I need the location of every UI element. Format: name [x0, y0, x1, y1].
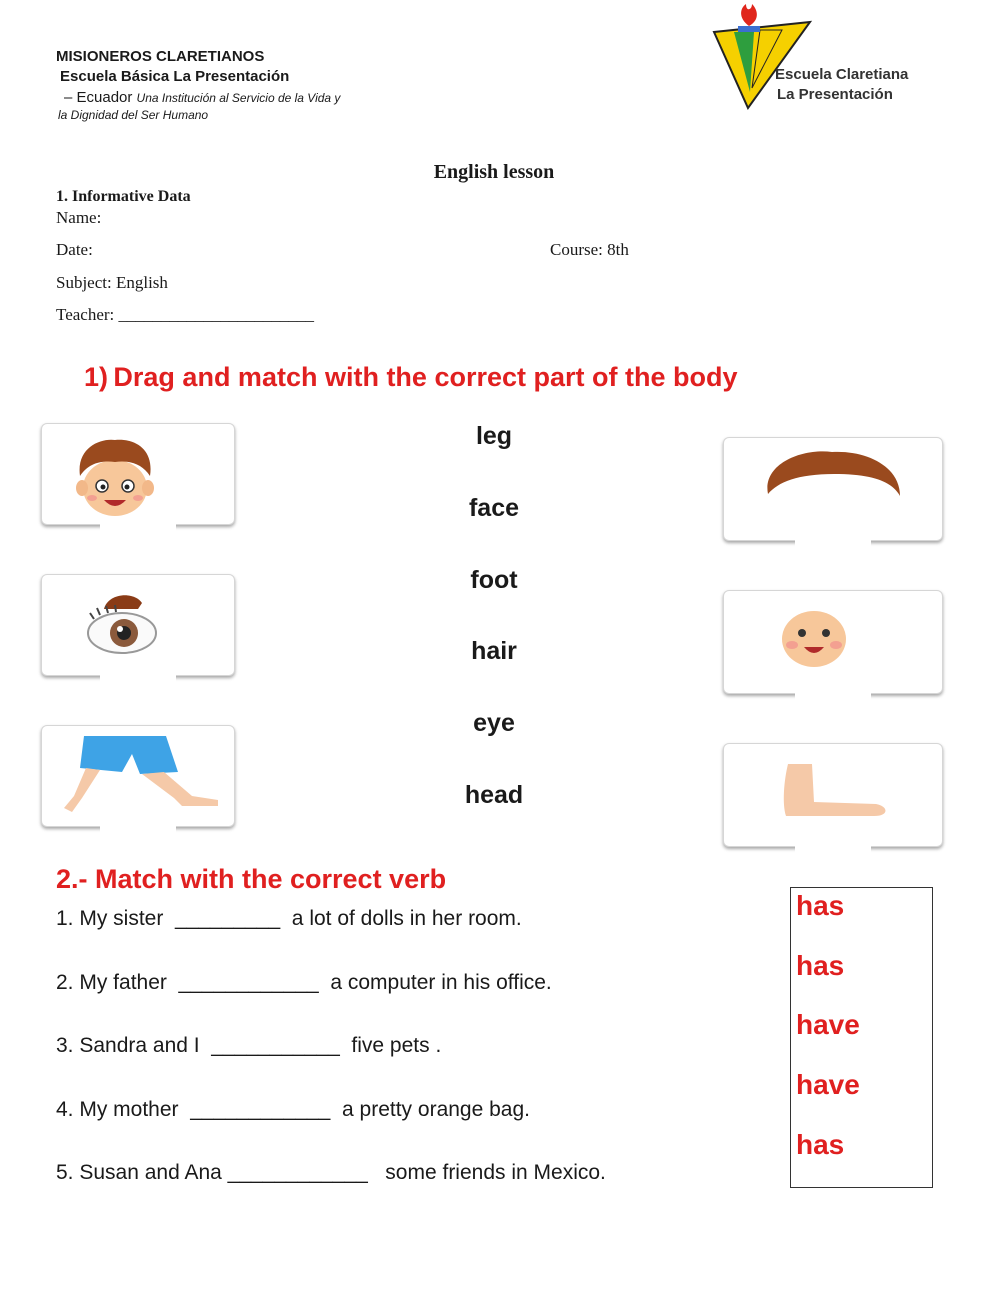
lesson-title: English lesson [433, 161, 555, 183]
sentence-4: 4. My mother ____________ a pretty orange bag. [56, 1098, 530, 1121]
school-motto-line1: – Ecuador Una Institución al Servicio de la Vida y [64, 89, 341, 106]
sentence-3: 3. Sandra and I ___________ five pets . [56, 1034, 442, 1057]
school-name: Escuela Básica La Presentación [60, 68, 290, 85]
drag-word-leg[interactable]: leg [475, 422, 513, 450]
card-notch [100, 671, 176, 685]
school-motto-line2: la Dignidad del Ser Humano [58, 108, 209, 122]
school-logo [712, 0, 932, 112]
drop-card-face[interactable] [723, 590, 943, 694]
sentence-1: 1. My sister _________ a lot of dolls in her room. [56, 907, 522, 930]
informative-heading: 1. Informative Data [56, 188, 191, 205]
drop-card-head[interactable] [41, 423, 235, 525]
answer-has-1[interactable]: has [796, 890, 845, 921]
drag-word-face[interactable]: face [468, 494, 520, 522]
drop-card-eye[interactable] [41, 574, 235, 676]
drag-word-foot[interactable]: foot [470, 566, 518, 594]
card-notch [100, 520, 176, 534]
answer-has-3[interactable]: has [796, 1129, 845, 1160]
section1-title: 1) Drag and match with the correct part of the body [84, 362, 738, 392]
teacher-field: Teacher: _______________________ [56, 305, 315, 324]
drag-word-eye[interactable]: eye [473, 709, 515, 737]
sentence-2: 2. My father ____________ a computer in his office. [56, 971, 552, 994]
card-notch [795, 536, 871, 550]
face-icon [724, 591, 942, 693]
card-notch [795, 689, 871, 703]
subject-field: Subject: English [56, 273, 168, 292]
org-name: MISIONEROS CLARETIANOS [56, 48, 265, 65]
sentence-5: 5. Susan and Ana ____________ some friends in Mexico. [56, 1161, 606, 1184]
name-field: Name: [56, 208, 102, 227]
logo-text-2: La Presentación [777, 86, 893, 103]
drag-word-hair[interactable]: hair [471, 637, 517, 665]
card-notch [795, 842, 871, 856]
answer-have-2[interactable]: have [796, 1069, 860, 1100]
foot-icon [724, 744, 942, 846]
drop-card-foot[interactable] [723, 743, 943, 847]
boy-head-icon [42, 424, 234, 524]
drop-card-leg[interactable] [41, 725, 235, 827]
section2-title: 2.- Match with the correct verb [56, 864, 447, 894]
drop-card-hair[interactable] [723, 437, 943, 541]
date-field: Date: [56, 240, 93, 259]
answer-have-1[interactable]: have [796, 1009, 860, 1040]
logo-text-1: Escuela Claretiana [775, 66, 909, 83]
hair-icon [724, 438, 942, 540]
eye-icon [42, 575, 234, 675]
card-notch [100, 822, 176, 836]
course-field: Course: 8th [550, 240, 629, 259]
leg-icon [42, 726, 234, 826]
answer-has-2[interactable]: has [796, 950, 845, 981]
drag-word-head[interactable]: head [464, 781, 524, 809]
